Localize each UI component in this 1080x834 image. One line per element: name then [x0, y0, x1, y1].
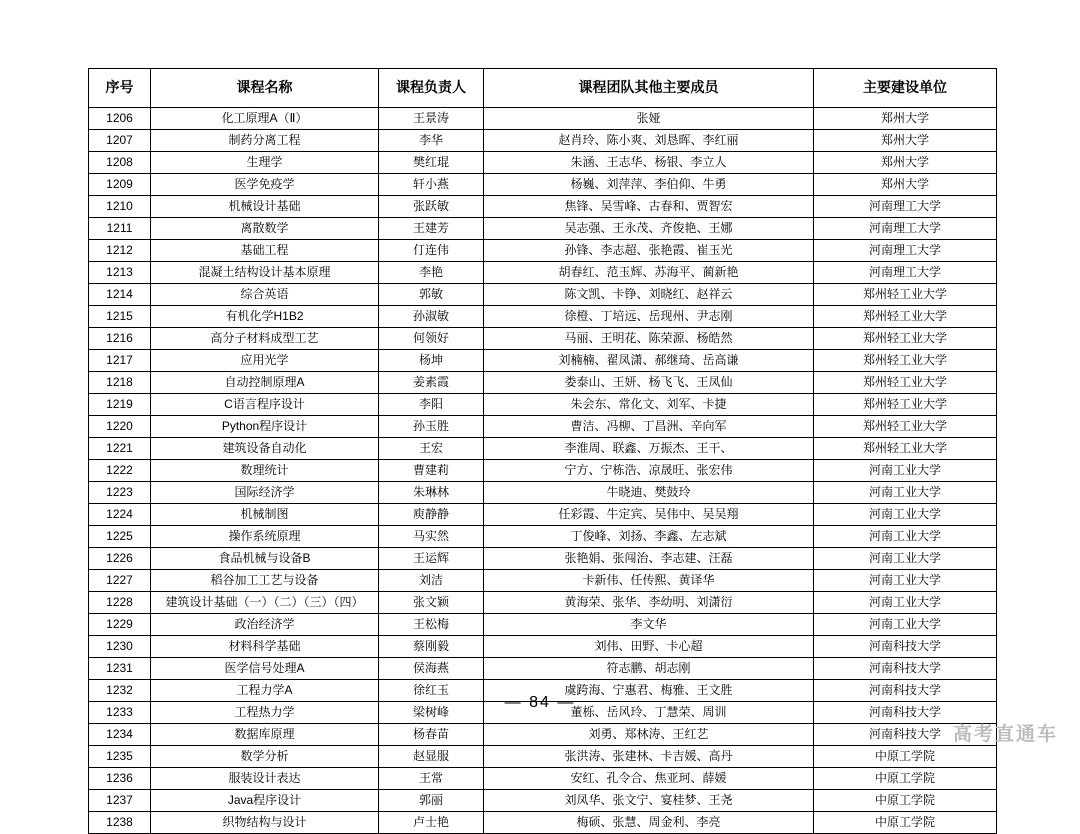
column-header-team-members: 课程团队其他主要成员 [484, 69, 814, 108]
cell-seq: 1213 [89, 262, 151, 284]
cell-main-unit: 河南科技大学 [814, 724, 997, 746]
cell-team-members: 焦锋、吴雪峰、古春和、贾智宏 [484, 196, 814, 218]
cell-team-members: 安红、孔令合、焦亚珂、薛媛 [484, 768, 814, 790]
cell-main-unit: 河南工业大学 [814, 614, 997, 636]
cell-main-unit: 河南科技大学 [814, 680, 997, 702]
cell-course-leader: 王松梅 [379, 614, 484, 636]
cell-seq: 1210 [89, 196, 151, 218]
cell-course-name: 医学免疫学 [151, 174, 379, 196]
cell-course-leader: 仃连伟 [379, 240, 484, 262]
cell-seq: 1225 [89, 526, 151, 548]
cell-seq: 1214 [89, 284, 151, 306]
cell-main-unit: 郑州轻工业大学 [814, 284, 997, 306]
cell-seq: 1235 [89, 746, 151, 768]
cell-team-members: 宁方、宁栋浩、凉晟旺、张宏伟 [484, 460, 814, 482]
cell-course-leader: 王运辉 [379, 548, 484, 570]
cell-seq: 1233 [89, 702, 151, 724]
cell-course-name: 自动控制原理A [151, 372, 379, 394]
cell-seq: 1237 [89, 790, 151, 812]
cell-course-leader: 刘洁 [379, 570, 484, 592]
table-row [89, 350, 997, 372]
cell-course-leader: 庾静静 [379, 504, 484, 526]
cell-seq: 1231 [89, 658, 151, 680]
cell-team-members: 孙锋、李志超、张艳霞、崔玉光 [484, 240, 814, 262]
cell-course-name: 有机化学H1B2 [151, 306, 379, 328]
cell-main-unit: 郑州轻工业大学 [814, 416, 997, 438]
cell-seq: 1226 [89, 548, 151, 570]
cell-course-leader: 孙淑敏 [379, 306, 484, 328]
cell-course-leader: 李华 [379, 130, 484, 152]
cell-main-unit: 河南理工大学 [814, 262, 997, 284]
table-row [89, 482, 997, 504]
cell-course-leader: 蔡刚毅 [379, 636, 484, 658]
cell-team-members: 虞跨海、宁惠君、梅雅、王文胜 [484, 680, 814, 702]
cell-course-leader: 赵显服 [379, 746, 484, 768]
table-row [89, 724, 997, 746]
cell-seq: 1211 [89, 218, 151, 240]
cell-team-members: 张娅 [484, 108, 814, 130]
cell-course-leader: 徐红玉 [379, 680, 484, 702]
cell-course-leader: 张跃敏 [379, 196, 484, 218]
cell-course-name: 数学分析 [151, 746, 379, 768]
cell-course-name: 国际经济学 [151, 482, 379, 504]
cell-main-unit: 郑州轻工业大学 [814, 438, 997, 460]
cell-team-members: 吴志强、王永茂、齐俊艳、王娜 [484, 218, 814, 240]
table-row [89, 614, 997, 636]
cell-main-unit: 河南工业大学 [814, 570, 997, 592]
table-row [89, 130, 997, 152]
cell-seq: 1222 [89, 460, 151, 482]
table-row [89, 218, 997, 240]
cell-course-leader: 何领好 [379, 328, 484, 350]
cell-seq: 1221 [89, 438, 151, 460]
cell-course-name: 基础工程 [151, 240, 379, 262]
cell-main-unit: 河南工业大学 [814, 460, 997, 482]
cell-team-members: 朱会东、常化文、刘军、卡捷 [484, 394, 814, 416]
cell-course-leader: 孙玉胜 [379, 416, 484, 438]
cell-course-name: 数据库原理 [151, 724, 379, 746]
cell-team-members: 刘楠楠、翟凤潇、郝继琦、岳高谦 [484, 350, 814, 372]
cell-team-members: 张艳娟、张闯治、李志建、汪磊 [484, 548, 814, 570]
table-row [89, 306, 997, 328]
course-table [88, 68, 997, 834]
cell-course-name: 织物结构与设计 [151, 812, 379, 834]
cell-main-unit: 中原工学院 [814, 790, 997, 812]
cell-seq: 1220 [89, 416, 151, 438]
cell-course-leader: 杨春苗 [379, 724, 484, 746]
table-header [89, 69, 997, 108]
table-row [89, 592, 997, 614]
cell-course-name: Python程序设计 [151, 416, 379, 438]
table-row [89, 438, 997, 460]
cell-course-name: 化工原理A（Ⅱ） [151, 108, 379, 130]
cell-course-leader: 李阳 [379, 394, 484, 416]
cell-seq: 1229 [89, 614, 151, 636]
table-row [89, 416, 997, 438]
column-header-seq: 序号 [89, 69, 151, 108]
table-row [89, 284, 997, 306]
cell-course-leader: 侯海燕 [379, 658, 484, 680]
cell-course-name: 混凝土结构设计基本原理 [151, 262, 379, 284]
cell-course-name: 稻谷加工工艺与设备 [151, 570, 379, 592]
cell-team-members: 张洪涛、张建林、卡吉媛、高丹 [484, 746, 814, 768]
column-header-course-name: 课程名称 [151, 69, 379, 108]
cell-main-unit: 郑州轻工业大学 [814, 350, 997, 372]
cell-team-members: 卡新伟、任传熙、黄译华 [484, 570, 814, 592]
cell-course-name: 机械设计基础 [151, 196, 379, 218]
cell-main-unit: 河南理工大学 [814, 218, 997, 240]
cell-main-unit: 河南工业大学 [814, 526, 997, 548]
table-row [89, 526, 997, 548]
cell-main-unit: 郑州大学 [814, 174, 997, 196]
cell-main-unit: 郑州轻工业大学 [814, 306, 997, 328]
cell-course-leader: 王常 [379, 768, 484, 790]
table-row [89, 658, 997, 680]
cell-course-leader: 曹建莉 [379, 460, 484, 482]
cell-course-name: 操作系统原理 [151, 526, 379, 548]
cell-seq: 1223 [89, 482, 151, 504]
cell-seq: 1228 [89, 592, 151, 614]
cell-course-name: 建筑设计基础（一）（二）（三）（四） [151, 592, 379, 614]
cell-team-members: 刘勇、郑林涛、王红艺 [484, 724, 814, 746]
cell-course-leader: 马实然 [379, 526, 484, 548]
cell-team-members: 陈文凯、卡铮、刘晓红、赵祥云 [484, 284, 814, 306]
cell-main-unit: 中原工学院 [814, 746, 997, 768]
cell-course-name: C语言程序设计 [151, 394, 379, 416]
table-row [89, 152, 997, 174]
watermark: 高考直通车 [952, 724, 1058, 745]
cell-course-leader: 王建芳 [379, 218, 484, 240]
cell-team-members: 丁俊峰、刘扬、李鑫、左志斌 [484, 526, 814, 548]
cell-course-leader: 郭敏 [379, 284, 484, 306]
cell-seq: 1209 [89, 174, 151, 196]
cell-course-leader: 张文颖 [379, 592, 484, 614]
cell-seq: 1212 [89, 240, 151, 262]
cell-seq: 1216 [89, 328, 151, 350]
cell-course-name: 数理统计 [151, 460, 379, 482]
cell-main-unit: 郑州大学 [814, 108, 997, 130]
cell-course-name: 医学信号处理A [151, 658, 379, 680]
table-row [89, 570, 997, 592]
cell-team-members: 徐橙、丁培远、岳现州、尹志刚 [484, 306, 814, 328]
cell-course-name: 材料科学基础 [151, 636, 379, 658]
cell-seq: 1218 [89, 372, 151, 394]
cell-team-members: 娄泰山、王妍、杨飞飞、王凤仙 [484, 372, 814, 394]
table-row [89, 196, 997, 218]
table-row [89, 394, 997, 416]
cell-seq: 1224 [89, 504, 151, 526]
cell-course-leader: 郭丽 [379, 790, 484, 812]
cell-main-unit: 河南科技大学 [814, 658, 997, 680]
cell-course-leader: 朱琳林 [379, 482, 484, 504]
cell-seq: 1207 [89, 130, 151, 152]
cell-team-members: 李淮周、联鑫、万振杰、王干、 [484, 438, 814, 460]
cell-course-name: 机械制图 [151, 504, 379, 526]
table-row [89, 174, 997, 196]
table-header-row [89, 69, 997, 108]
cell-course-leader: 李艳 [379, 262, 484, 284]
page-number: — 84 — [504, 694, 576, 711]
course-table-container [88, 68, 996, 834]
cell-team-members: 董栎、岳风玲、丁慧荣、周训 [484, 702, 814, 724]
cell-main-unit: 郑州轻工业大学 [814, 372, 997, 394]
cell-team-members: 胡春红、范玉辉、苏海平、蔺新艳 [484, 262, 814, 284]
cell-seq: 1232 [89, 680, 151, 702]
cell-seq: 1219 [89, 394, 151, 416]
cell-course-name: 综合英语 [151, 284, 379, 306]
cell-team-members: 牛晓迪、樊鼓玲 [484, 482, 814, 504]
table-row [89, 746, 997, 768]
cell-main-unit: 中原工学院 [814, 768, 997, 790]
cell-main-unit: 河南科技大学 [814, 702, 997, 724]
table-row [89, 372, 997, 394]
cell-team-members: 马丽、王明花、陈荣源、杨皓然 [484, 328, 814, 350]
cell-course-name: 生理学 [151, 152, 379, 174]
cell-course-name: 工程力学A [151, 680, 379, 702]
cell-seq: 1234 [89, 724, 151, 746]
cell-team-members: 赵肖玲、陈小爽、刘恳晖、李红丽 [484, 130, 814, 152]
cell-team-members: 刘凤华、张文宁、宴桂梦、王尧 [484, 790, 814, 812]
table-row [89, 108, 997, 130]
table-row [89, 262, 997, 284]
cell-course-name: 制药分离工程 [151, 130, 379, 152]
cell-course-name: 建筑设备自动化 [151, 438, 379, 460]
cell-course-leader: 轩小燕 [379, 174, 484, 196]
cell-course-name: 食品机械与设备B [151, 548, 379, 570]
cell-team-members: 符志鹏、胡志刚 [484, 658, 814, 680]
cell-team-members: 梅硕、张慧、周金利、李亮 [484, 812, 814, 834]
table-row [89, 504, 997, 526]
table-row [89, 240, 997, 262]
cell-team-members: 曹洁、冯柳、丁昌洲、辛向军 [484, 416, 814, 438]
table-row [89, 328, 997, 350]
cell-course-name: 服装设计表达 [151, 768, 379, 790]
cell-seq: 1238 [89, 812, 151, 834]
cell-course-leader: 卢士艳 [379, 812, 484, 834]
cell-seq: 1217 [89, 350, 151, 372]
cell-main-unit: 河南工业大学 [814, 504, 997, 526]
cell-team-members: 刘伟、田野、卡心超 [484, 636, 814, 658]
cell-team-members: 黄海荣、张华、李幼明、刘潇衍 [484, 592, 814, 614]
cell-main-unit: 河南工业大学 [814, 482, 997, 504]
table-row [89, 460, 997, 482]
cell-seq: 1236 [89, 768, 151, 790]
table-row [89, 768, 997, 790]
cell-course-name: 离散数学 [151, 218, 379, 240]
cell-course-leader: 樊红琨 [379, 152, 484, 174]
cell-seq: 1206 [89, 108, 151, 130]
cell-main-unit: 河南工业大学 [814, 548, 997, 570]
cell-seq: 1208 [89, 152, 151, 174]
cell-main-unit: 郑州大学 [814, 152, 997, 174]
cell-course-name: 应用光学 [151, 350, 379, 372]
cell-main-unit: 河南科技大学 [814, 636, 997, 658]
cell-course-name: Java程序设计 [151, 790, 379, 812]
cell-course-name: 高分子材料成型工艺 [151, 328, 379, 350]
cell-seq: 1215 [89, 306, 151, 328]
table-row [89, 812, 997, 834]
cell-main-unit: 河南工业大学 [814, 592, 997, 614]
table-body [89, 108, 997, 834]
column-header-course-leader: 课程负责人 [379, 69, 484, 108]
column-header-main-unit: 主要建设单位 [814, 69, 997, 108]
cell-team-members: 杨巍、刘萍萍、李伯仰、牛勇 [484, 174, 814, 196]
table-row [89, 548, 997, 570]
cell-main-unit: 郑州大学 [814, 130, 997, 152]
cell-main-unit: 郑州轻工业大学 [814, 394, 997, 416]
cell-course-name: 政治经济学 [151, 614, 379, 636]
cell-team-members: 朱涵、王志华、杨银、李立人 [484, 152, 814, 174]
cell-seq: 1230 [89, 636, 151, 658]
cell-course-leader: 杨坤 [379, 350, 484, 372]
cell-course-leader: 梁树峰 [379, 702, 484, 724]
table-row [89, 790, 997, 812]
cell-main-unit: 郑州轻工业大学 [814, 328, 997, 350]
cell-course-leader: 王景涛 [379, 108, 484, 130]
cell-team-members: 任彩霞、牛定宾、吴伟中、吴吴翔 [484, 504, 814, 526]
cell-main-unit: 中原工学院 [814, 812, 997, 834]
cell-team-members: 李文华 [484, 614, 814, 636]
cell-main-unit: 河南理工大学 [814, 240, 997, 262]
cell-main-unit: 河南理工大学 [814, 196, 997, 218]
cell-seq: 1227 [89, 570, 151, 592]
cell-course-leader: 姜素霞 [379, 372, 484, 394]
table-row [89, 636, 997, 658]
cell-course-leader: 王宏 [379, 438, 484, 460]
cell-course-name: 工程热力学 [151, 702, 379, 724]
